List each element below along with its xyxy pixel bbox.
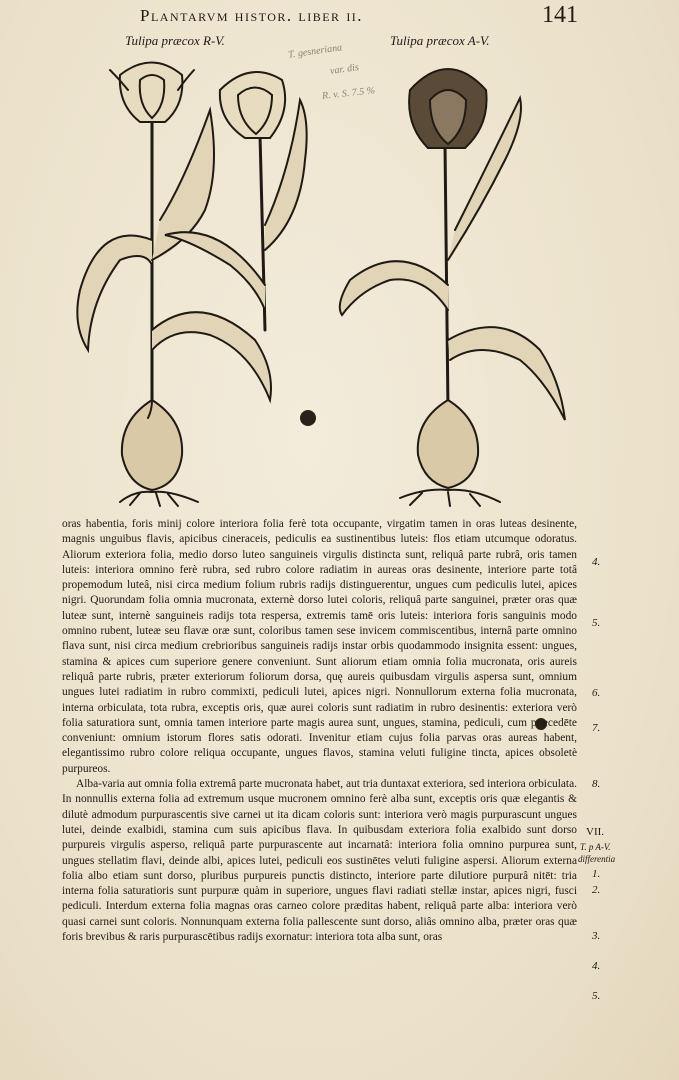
margin-note: 4. <box>592 556 601 568</box>
margin-note: 5. <box>592 617 601 629</box>
margin-note: VII. <box>586 826 605 838</box>
running-head: Plantarvm histor. liber ii. <box>140 6 364 25</box>
tulip-woodcut-illustration <box>60 50 580 510</box>
margin-note: 1. <box>592 868 601 880</box>
caption-left: Tulipa præcox R-V. <box>125 33 225 48</box>
caption-right: Tulipa præcox A-V. <box>390 33 490 48</box>
paragraph-1: oras habentia, foris minij colore interiora folia ferè tota occupante, virgatim tamen in oras luteas desinente, magnis unguibus flavis, apicibus cineraceis, pediculis ea sustinentibus luteis: flos etiam utcumque odoratus. Aliorum exteriora folia, medio dorso luteo sanguineis virgulis distincta sunt, reliquâ parte rubrâ, oris tamen luteis: interiora omnino ferè rubra, sed rubro colore radiatim in aureas oras desinente, interiore parte totâ propemodum luteâ, nisi circa medium folium rubris radijs distinguerentur, ungues cum pediculis lutei, apices nigri. Quorundam folia omnia mucronata, externè dorso lutei coloris, reliquâ parte sanguinei, præter oras quæ luteæ sunt, internè sanguineis radijs tota respersa, extremis tamē oris luteis: interiora foris sanguinis modo omnino rubent, luteæ seu flavæ oræ sunt, coloribus tamen sese invicem commiscentibus, internâ parte omnino flava sunt, nisi circa medium crebrioribus sanguineis radijs instar orbis quodammodo insignita essent: ungues, stamina & apices cum superiore genere conveniunt. Sunt aliorum etiam omnia folia mucronata, oris aureis reliquâ parte rubris, præter exteriorum foliorum dorsa, quę aureis quibusdam virgulis aspersa sunt, omnium ungues lutei radiatim in rubro commixti, pediculi lutei, apices nigri. Nonnullorum externa folia mucronata, interna orbiculata, tota rubra, exceptis oris, quæ aurei coloris sunt radiatim in rubro desinentis: exteriora verò folia saturatiora sunt, omnia tamen interiore parte magis aurea sunt, ungues, stamina, pediculi, cum præcedēte conveniunt: omnium istorum flores satis odorati. Invenitur etiam cujus folia parvas oras aureas habent, elegantissimo rubro colore reliqua occupante, ungues flavos, stamina veluti fuligine tincta, apices obsoletè purpureos. <box>62 518 577 775</box>
body-text <box>62 517 577 945</box>
manuscript-note-3: R. v. S. 7.5 % <box>321 85 376 102</box>
margin-note: 7. <box>592 722 601 734</box>
margin-note: 2. <box>592 884 601 896</box>
margin-note: 5. <box>592 990 601 1002</box>
ink-stain <box>300 410 316 426</box>
manuscript-note-1: T. gesneriana <box>287 42 343 61</box>
margin-note: 8. <box>592 778 601 790</box>
manuscript-note-2: var. dis <box>329 62 360 77</box>
margin-note: 4. <box>592 960 601 972</box>
page-number: 141 <box>542 2 578 28</box>
margin-note: 3. <box>592 930 601 942</box>
margin-note: T. p A-V. <box>580 842 611 852</box>
paragraph-2: Alba-varia aut omnia folia extremâ parte mucronata habet, aut tria duntaxat exteriora, sed interiora orbiculata. In nonnullis externa folia ad extremum usque mucronem omnino ferè alba sunt, exceptis oris quæ elegantis & dilutè admodum purpurascentis sive carnei ut ita dicam coloris sunt: interiora verò magis purpurascunt ungues lutei, deinde exalbidi, stamina cum suis apicibus flava. In quibusdam exteriora folia exalbido sunt dorso purpureis virgulis asperso, reliquâ parte purpurascente aut incarnatâ: interiora folia omnino purpurea sunt, ungues stellatim flavi, deinde albi, apices lutei, pediculi eos sustinētes veluti fuligine aspersi. Aliorum externa folia albo etiam sunt dorso, pluribus purpureis punctis distincto, interiore parte dilutiore purpurâ nitēt: tria interna folia saturatioris sunt purpuræ quàm in superiore, ungues flavi radiati stellæ instar, apices nigri, fusci pediculi. Interdum externa folia magnas oras carneo colore præditas habent, reliquâ parte alba: interiora verò quasi carnei sunt coloris. Nonnunquam externa folia pallescente sunt dorso, aliâs omnino alba, præter oras quæ foris brevibus & raris purpurascētibus radijs exornatur: interiora tota alba sunt, oras <box>62 778 577 944</box>
margin-note: differentia <box>578 854 616 864</box>
margin-note: 6. <box>592 687 601 699</box>
